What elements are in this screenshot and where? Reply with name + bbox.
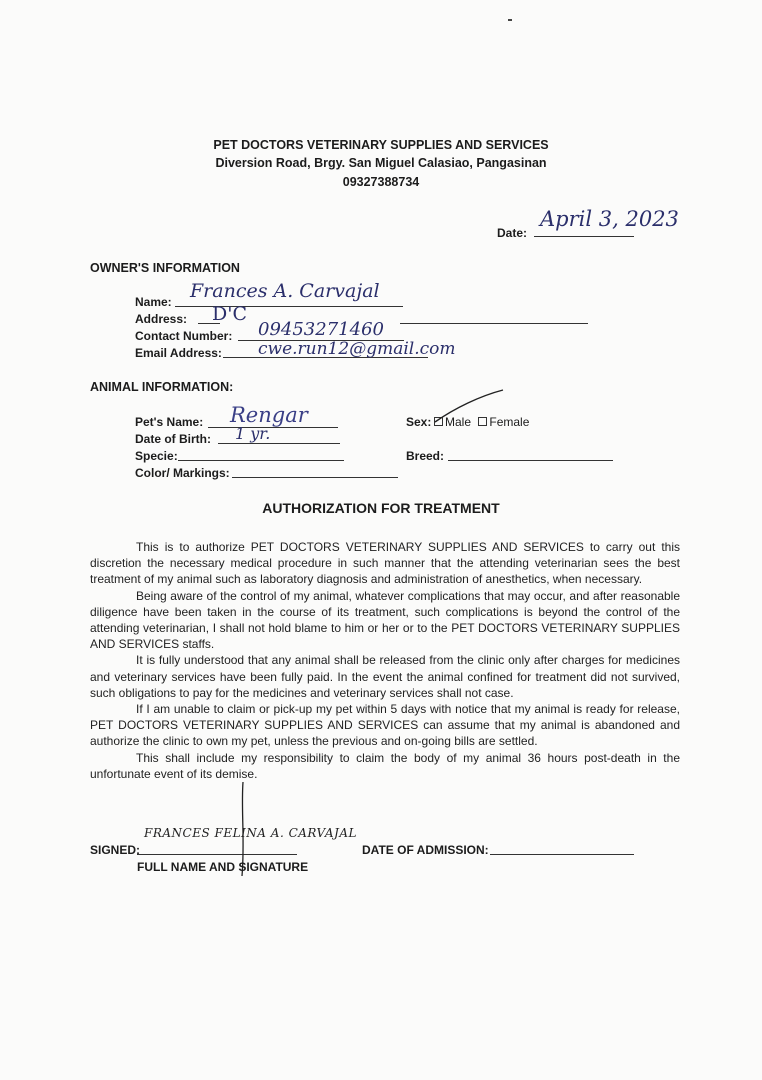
scan-speck	[508, 19, 512, 21]
color-markings-label: Color/ Markings:	[135, 466, 230, 480]
owner-address-label: Address:	[135, 312, 188, 326]
signature-caption: FULL NAME AND SIGNATURE	[137, 860, 309, 874]
business-address: Diversion Road, Brgy. San Miguel Calasiao, Pangasinan	[215, 156, 547, 170]
authorization-title: AUTHORIZATION FOR TREATMENT	[262, 500, 500, 516]
authorization-paragraph: If I am unable to claim or pick-up my pet within 5 days with notice that my animal is ready for release, PET DOCTORS VETERINARY SUPPLIES AND SERVICES can assume that my animal is abandoned and authorize the clinic to own my pet, unless the previous and on-going bills are settled.	[90, 702, 680, 749]
owner-name-value: Frances A. Carvajal	[190, 280, 380, 302]
owner-section-title: OWNER'S INFORMATION	[90, 261, 240, 275]
owner-email-value: cwe.run12@gmail.com	[258, 339, 456, 359]
signed-label: SIGNED:	[90, 843, 141, 857]
authorization-body	[90, 539, 680, 782]
owner-name-label: Name:	[135, 295, 172, 309]
breed-line	[448, 460, 613, 461]
breed-label: Breed:	[406, 449, 445, 463]
authorization-paragraph: Being aware of the control of my animal, whatever complications that may occur, and after reasonable diligence have been taken in the course of its treatment, such complications is beyond the control of the attending veterinarian, I shall not hold blame to him or her or to the PET DOCTORS VETERINARY SUPPLIES AND SERVICES staffs.	[90, 588, 680, 652]
owner-name-line	[175, 306, 403, 307]
sex-label: Sex:	[406, 415, 432, 429]
male-label: Male	[445, 415, 472, 429]
business-name: PET DOCTORS VETERINARY SUPPLIES AND SERVICES	[213, 138, 549, 152]
specie-line	[178, 460, 344, 461]
pet-name-line	[208, 427, 338, 428]
color-markings-line	[232, 477, 398, 478]
owner-email-label: Email Address:	[135, 346, 222, 360]
authorization-paragraph: This is to authorize PET DOCTORS VETERINARY SUPPLIES AND SERVICES to carry out this discretion the necessary medical procedure in such manner that the attending veterinarian sees the best treatment of my animal such as laboratory diagnosis and administration of anesthetics, when necessary.	[90, 540, 680, 587]
admission-date-label: DATE OF ADMISSION:	[362, 843, 489, 857]
female-label: Female	[489, 415, 530, 429]
owner-contact-value: 09453271460	[258, 319, 384, 340]
signature-line	[137, 854, 297, 855]
business-phone: 09327388734	[342, 175, 420, 189]
authorization-paragraph: It is fully understood that any animal shall be released from the clinic only after charges for medicines and veterinary services have been fully paid. In the event the animal confined for treatment did not survived, such obligations to pay for the medicines and veterinary services shall not case.	[90, 653, 680, 700]
dob-value: 1 yr.	[235, 424, 271, 443]
date-label: Date:	[497, 226, 528, 240]
pet-name-label: Pet's Name:	[135, 415, 204, 429]
pet-name-value: Rengar	[230, 403, 308, 427]
owner-contact-label: Contact Number:	[135, 329, 233, 343]
male-check-mark	[425, 386, 515, 426]
admission-date-line	[490, 854, 634, 855]
dob-label: Date of Birth:	[135, 432, 211, 446]
animal-section-title: ANIMAL INFORMATION:	[90, 380, 234, 394]
date-line	[534, 236, 634, 237]
date-value: April 3, 2023	[540, 207, 679, 231]
specie-label: Specie:	[135, 449, 178, 463]
signature-value: FRANCES FELINA A. CARVAJAL	[144, 826, 357, 840]
dob-line	[218, 443, 340, 444]
owner-address-line-end	[400, 323, 588, 324]
authorization-paragraph: This shall include my responsibility to claim the body of my animal 36 hours post-death in the unfortunate event of its demise.	[90, 750, 680, 781]
owner-address-value: D'C	[212, 303, 247, 325]
